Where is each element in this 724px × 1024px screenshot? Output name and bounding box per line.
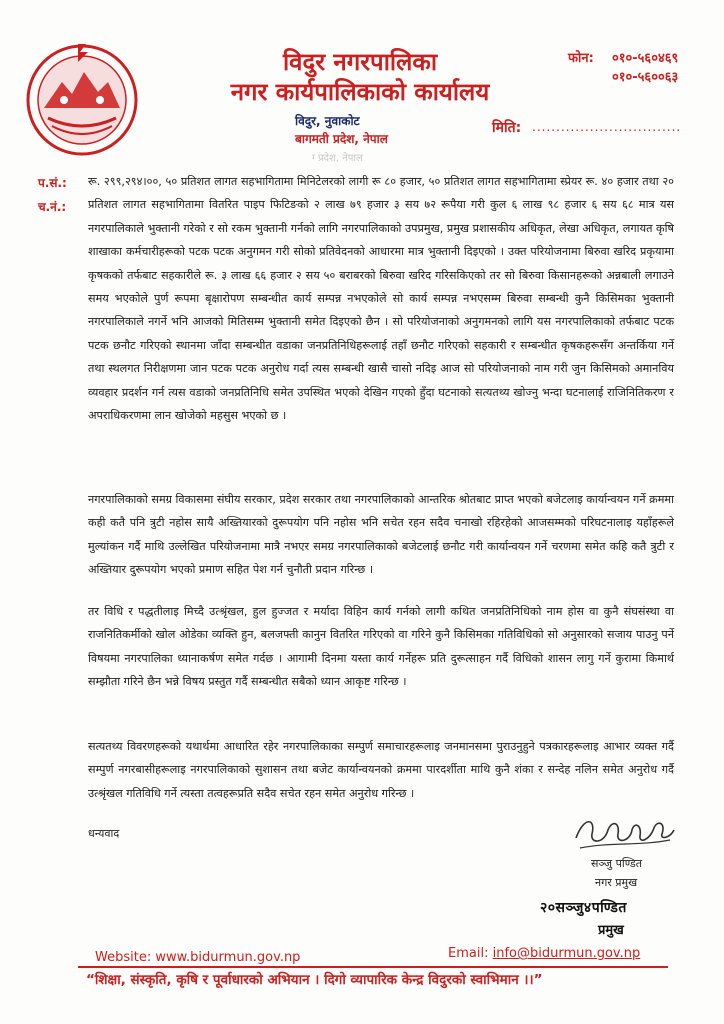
closing-text: धन्यवाद <box>88 827 120 840</box>
body-paragraph: सत्यतथ्य विवरणहरूको यथार्थमा आधारित रहेर नगरपालिकाका सम्पुर्ण समाचारहरूलाइ जनमानसमा पुराउनुहुने पत्रकारहरूलाइ आभार व्यक्त गर्दै सम्पुर्ण नगरबासीहरूलाइ नगरपालिकाको सुशासन तथा बजेट कार्यान्वयनको क्रममा पारदर्शीता माथि कुनै शंका र सन्देह नलिन समेत अनुरोध गर्दै उत्श्रृंखल गतिविधि गर्ने त्यस्ता तत्वहरूप्रति सदैव सचेत रहन समेत अनुरोध गरिन्छ । <box>88 740 674 800</box>
website-link[interactable]: www.bidurmun.gov.np <box>155 950 301 965</box>
body-paragraph: तर विधि र पद्धतीलाइ मिच्दै उत्श्रृंखल, हुल हुज्जत र मर्यादा विहिन कार्य गर्नको लागी कथित जनप्रतिनिधिको नाम होस वा कुनै संघसंस्था वा राजनितिकर्मीको खोल ओडेका व्यक्ति हुन, बलजफ्ती कानुन वितरित गरिएको वा गरिने कुनै किसिमका गतिविधिको सो अनुसारको सजाय पाउनु पर्ने विषयमा नगरपालिका ध्यानाकर्षण समेत गर्दछ । आगामी दिनमा यस्ता कार्य गर्नेहरू प्रति दुरूत्साहन गर्दै विधिको शासन लागु गर्ने कुरामा किमार्थ सम्झौता गरिने छैन भन्ने विषय प्रस्तुत गर्दै सम्बन्धीत सबैको ध्यान आकृष्ट गरिन्छ । <box>88 605 674 689</box>
date-label: मिति: <box>492 120 522 136</box>
address-line-2: बागमती प्रदेश, नेपाल <box>295 132 388 146</box>
phone-number-2: ०१०-५६००६३ <box>612 70 679 85</box>
letter-number-label: प.सं.: <box>38 176 67 190</box>
phone-number-1: ०१०-५६०४६९ <box>612 51 679 66</box>
municipality-name: विदुर नगरपालिका <box>282 48 438 76</box>
body-paragraph: नगरपालिकाको समग्र विकासमा संघीय सरकार, प्रदेश सरकार तथा नगरपालिकाको आन्तरिक श्रोतबाट प्राप्त भएको बजेटलाइ कार्यान्वयन गर्ने क्रममा कही कतै पनि त्रुटी नहोस सायै अख्तियारको दुरूपयोग पनि नहोस भनि सचेत रहन सदैव चनाखो रहिरहेको आजसम्मको परिघटनालाइ यहाँहरूले मुल्यांकन गर्दै माथि उल्लेखित परियोजनामा मात्रै नभएर समग्र नगरपालिकाको बजेटलाई छनौट गरी कार्यान्वयन गर्ने चरणमा समेत कहि कतै त्रुटी र अख्तियार दुरूपयोग भएको प्रमाण सहित पेश गर्न चुनौती प्रदान गरिन्छ । <box>88 493 674 577</box>
website-label: Website: <box>95 950 152 965</box>
address-line-1: विदुर, नुवाकोट <box>295 114 360 128</box>
stamp-title: प्रमुख <box>598 923 624 938</box>
stamp-name: २०सञ्जु४पण्डित <box>540 900 627 916</box>
handwritten-signature <box>570 808 680 856</box>
office-name: नगर कार्यपालिकाको कार्यालय <box>230 78 490 106</box>
body-paragraph: रू. २९९,२९४।००, ५० प्रतिशत लागत सहभागितामा मिनिटेलरको लागी रू ८० हजार, ५० प्रतिशत लागत सहभागितामा स्प्रेयर रू. ४० हजार तथा २० प्रतिशत लागत सहभागितामा वितरित पाइप फिटिङको २ लाख ७९ हजार ३ सय ७२ रूपैया गरी कुल ६ लाख ९८ हजार ६ सय ६८ मात्र यस नगरपालिकाले भुक्तानी गरेको र सो रकम भुक्तानी गर्नको लागि नगरपालिकाको उपप्रमुख, प्रमुख प्रशासकीय अधिकृत, लेखा अधिकृत, लगायत कृषि शाखाका कर्मचारीहरूको पटक पटक अनुगमन गरी सोको प्रतिवेदनको आधारमा मात्र भुक्तानी दिइएको । उक्त परियोजनामा बिरुवा खरिद प्रकृयामा कृषकको तर्फबाट सहकारीले रू. ३ लाख ६६ हजार २ सय ५० बराबरको बिरुवा खरिद गरिसकिएको तर सो बिरुवा किसानहरूको अन्नबाली लगाउने समय भएकोले पुर्ण रूपमा बृक्षारोपण सम्बन्धीत कार्य सम्पन्न नभएकोले सो कार्य सम्पन्न नभएसम्म बिरुवा सम्बन्धी कुनै किसिमका भुक्तानी नगरपालिकाले नगर्ने भनि आजको मितिसम्म भुक्तानी समेत दिइएको छैन । सो परियोजनाको अनुगमनको लागि यस नगरपालिकाको तर्फबाट पटक पटक छनौट गरिएको स्थानमा जाँदा सम्बन्धीत वडाका जनप्रतिनिधिहरूलाई तहाँ छनौट गरिएको सहकारी र सम्बन्धीत कृषकहरूसँग अन्तर्किया गर्ने तथा स्थलगत निरीक्षणमा जान पटक पटक अनुरोध गर्दा त्यस सम्बन्धी खासै चासो नदिइ आज सो परियोजनाको नाम गरी जुन किसिमको अमानविय व्यवहार प्रदर्शन गर्न त्यस वडाको जनप्रतिनिधि समेत उपस्थित भएको देखिन गएको हुँदा घटनाको सत्यतथ्य खोज्नु भन्दा घटनालाई राजिनितिकरण र अपराधिकरणमा लान खोजेको महसुस भएको छ । <box>88 175 674 423</box>
phone-label: फोन: <box>568 51 594 66</box>
website-line <box>95 950 300 965</box>
dispatch-number-label: च.नं.: <box>38 200 67 214</box>
date-value: ............................... <box>532 120 682 134</box>
footer-slogan: “शिक्षा, संस्कृति, कृषि र पूर्वाधारको अभियान । दिगो व्यापारिक केन्द्र विदुरको स्वाभिमान ।।” <box>86 972 543 988</box>
address-ghost-imprint: ग्‍ प्रदेश, नेपाल <box>312 153 363 164</box>
letterhead-title-block <box>200 48 520 106</box>
footer-divider <box>78 966 668 968</box>
email-line <box>448 946 640 961</box>
email-label: Email: <box>448 946 489 961</box>
nepal-government-emblem <box>22 38 142 158</box>
signatory-name: सञ्जु पण्डित <box>591 857 643 870</box>
email-link[interactable]: info@bidurmun.gov.np <box>492 946 641 961</box>
signatory-title: नगर प्रमुख <box>595 876 638 889</box>
